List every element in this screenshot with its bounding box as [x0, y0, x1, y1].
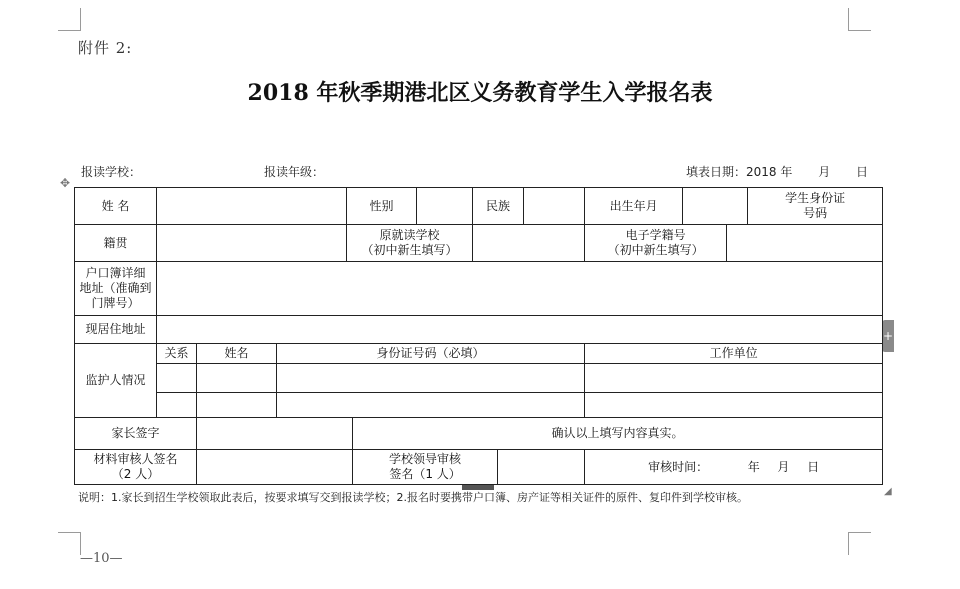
parent-signature-cell[interactable] — [197, 418, 353, 450]
household-line-3: 门牌号） — [91, 296, 140, 310]
add-column-icon[interactable]: + — [882, 320, 894, 352]
native-place-label: 籍贯 — [75, 225, 157, 262]
leader-line-2: 签名（1 人） — [389, 467, 461, 481]
review-time-label: 审核时间： — [648, 459, 709, 474]
guardian-2-id-cell[interactable] — [277, 393, 585, 418]
name-cell[interactable] — [157, 188, 347, 225]
household-line-1: 户口簿详细 — [85, 266, 146, 280]
household-line-2: 地址（准确到 — [79, 281, 152, 295]
crop-mark-top-right — [848, 8, 871, 31]
household-address-label — [75, 262, 157, 316]
id-card-label — [748, 188, 883, 225]
parent-signature-label: 家长签字 — [75, 418, 197, 450]
leader-signature-label — [353, 450, 498, 485]
table-resize-handle-icon[interactable]: ◢ — [884, 486, 892, 497]
native-place-cell[interactable] — [157, 225, 347, 262]
leader-line-1: 学校领导审核 — [389, 452, 462, 466]
table-row — [75, 262, 883, 316]
reviewer-line-2: （2 人） — [111, 467, 160, 481]
page-title: 2018 年秋季期港北区义务教育学生入学报名表 — [247, 80, 713, 106]
birth-cell[interactable] — [683, 188, 748, 225]
crop-mark-bottom-left — [58, 532, 81, 555]
ethnicity-label: 民族 — [473, 188, 524, 225]
review-time-month: 月 — [777, 459, 790, 474]
fill-date — [686, 163, 872, 180]
school-field-label: 报读学校： — [81, 165, 142, 179]
grade-field-label: 报读年级： — [264, 165, 325, 179]
reviewer-signature-label — [75, 450, 197, 485]
reviewer-line-1: 材料审核人签名 — [93, 452, 178, 466]
e-roll-label — [585, 225, 727, 262]
attachment-label: 附件 2: — [78, 39, 133, 57]
table-row — [75, 316, 883, 344]
gender-cell[interactable] — [417, 188, 473, 225]
review-time-year: 年 — [747, 459, 760, 474]
e-roll-line-2: （初中新生填写） — [607, 243, 704, 257]
leader-signature-cell[interactable] — [498, 450, 585, 485]
prev-school-cell[interactable] — [473, 225, 585, 262]
table-row — [75, 393, 883, 418]
reviewer-signature-cell[interactable] — [197, 450, 353, 485]
fill-date-month: 月 — [818, 165, 831, 179]
crop-mark-bottom-right — [848, 532, 871, 555]
guardian-2-work-cell[interactable] — [585, 393, 883, 418]
birth-label: 出生年月 — [585, 188, 683, 225]
current-address-cell[interactable] — [157, 316, 883, 344]
prev-school-label — [347, 225, 473, 262]
guardian-1-name-cell[interactable] — [197, 364, 277, 393]
e-roll-line-1: 电子学籍号 — [625, 228, 686, 242]
review-time-day: 日 — [807, 459, 820, 474]
registration-form-table — [74, 187, 883, 485]
guardian-1-relation-cell[interactable] — [157, 364, 197, 393]
table-row — [75, 344, 883, 364]
crop-mark-top-left — [58, 8, 81, 31]
e-roll-cell[interactable] — [727, 225, 883, 262]
guardian-relation-header: 关系 — [157, 344, 197, 364]
table-row — [75, 364, 883, 393]
guardian-1-work-cell[interactable] — [585, 364, 883, 393]
id-card-label-line-1: 学生身份证 — [785, 191, 846, 205]
table-move-handle-icon[interactable]: ✥ — [60, 176, 71, 190]
guardian-label: 监护人情况 — [75, 344, 157, 418]
guardian-2-name-cell[interactable] — [197, 393, 277, 418]
table-row — [75, 450, 883, 485]
prev-school-line-2: （初中新生填写） — [361, 243, 458, 257]
table-row — [75, 418, 883, 450]
page-number: —10— — [80, 551, 123, 566]
name-label: 姓 名 — [75, 188, 157, 225]
prev-school-line-1: 原就读学校 — [379, 228, 440, 242]
id-card-label-line-2: 号码 — [803, 206, 828, 220]
guardian-work-header: 工作单位 — [585, 344, 883, 364]
table-row — [75, 225, 883, 262]
ethnicity-cell[interactable] — [524, 188, 585, 225]
guardian-1-id-cell[interactable] — [277, 364, 585, 393]
household-address-cell[interactable] — [157, 262, 883, 316]
gender-label: 性别 — [347, 188, 417, 225]
guardian-id-header: 身份证号码（必填） — [277, 344, 585, 364]
review-time-cell[interactable] — [585, 450, 883, 485]
fill-date-label: 填表日期：2018 年 — [686, 165, 793, 179]
current-address-label: 现居住地址 — [75, 316, 157, 344]
guardian-name-header: 姓名 — [197, 344, 277, 364]
guardian-2-relation-cell[interactable] — [157, 393, 197, 418]
confirm-statement: 确认以上填写内容真实。 — [353, 418, 883, 450]
instructions-note: 说明：1.家长到招生学校领取此表后，按要求填写交到报读学校；2.报名时要携带户口簿、房产证等相关证件的原件、复印件到学校审核。 — [78, 491, 748, 504]
fill-date-day: 日 — [856, 165, 869, 179]
table-row — [75, 188, 883, 225]
